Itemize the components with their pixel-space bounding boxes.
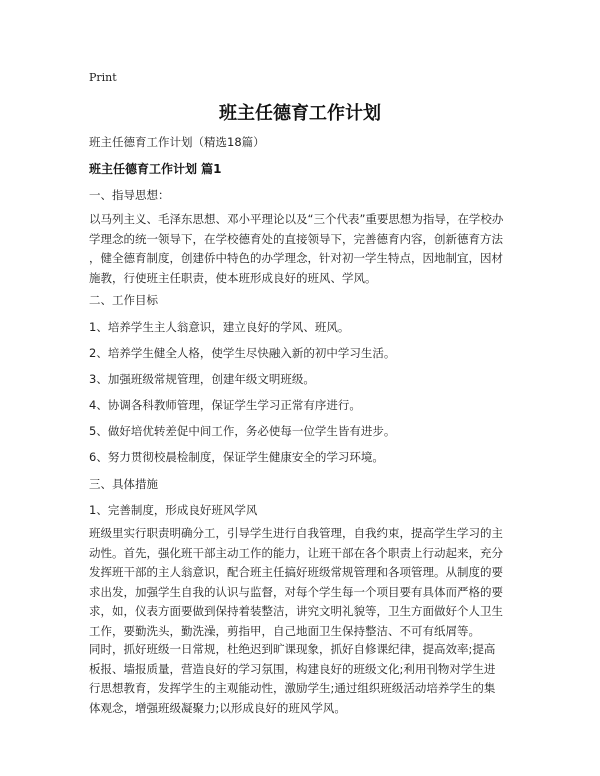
paragraph-line: ，健全德育制度，创建侨中特色的办学理念，针对初一学生特点，因地制宜，因材 (89, 251, 503, 265)
paragraph-line: 行思想教育，发挥学生的主观能动性，激励学生;通过组织班级活动培养学生的集 (89, 681, 496, 695)
paragraph-line: 班级里实行职责明确分工，引导学生进行自我管理，自我约束，提高学生学习的主 (89, 526, 503, 540)
measure-item: 1、完善制度，形成良好班风学风 (89, 503, 258, 517)
goal-item: 5、做好培优转差促中间工作，务必使每一位学生皆有进步。 (89, 424, 396, 438)
paragraph-line: 发挥班干部的主人翁意识，配合班主任搞好班级常规管理和各项管理。从制度的要 (89, 565, 503, 579)
paragraph-line: 同时，抓好班级一日常规，杜绝迟到旷课现象，抓好自修课纪律，提高效率;提高 (89, 642, 496, 656)
heading-specific-measures: 三、具体措施 (89, 477, 158, 491)
paragraph-guiding-ideology (89, 210, 521, 288)
paragraph-class-management (89, 524, 521, 641)
goal-item: 4、协调各科教师管理，保证学生学习正常有序进行。 (89, 398, 361, 412)
heading-guiding-ideology: 一、指导思想： (89, 188, 170, 202)
paragraph-line: 求出发，加强学生自我的认识与监督，对每个学生每一个项目要有具体而严格的要 (89, 584, 503, 599)
page-title: 班主任德育工作计划 (219, 103, 381, 124)
goal-item: 1、培养学生主人翁意识，建立良好的学风、班风。 (89, 320, 350, 334)
paragraph-line: 动性。首先，强化班干部主动工作的能力，让班干部在各个职责上行动起来，充分 (89, 545, 503, 560)
paragraph-line: 工作，要勤洗头，勤洗澡，剪指甲，自己地面卫生保持整洁、不可有纸屑等。 (89, 623, 480, 638)
print-link[interactable]: Print (89, 71, 117, 84)
goal-item: 3、加强班级常规管理，创建年级文明班级。 (89, 372, 315, 386)
paragraph-daily-routine (89, 640, 521, 718)
paragraph-line: 以马列主义、毛泽东思想、邓小平理论以及“三个代表”重要思想为指导，在学校办 (89, 212, 504, 226)
section-title: 班主任德育工作计划 篇1 (89, 162, 222, 176)
goal-item: 2、培养学生健全人格，使学生尽快融入新的初中学习生活。 (89, 346, 396, 360)
paragraph-line: 施教，行使班主任职责，使本班形成良好的班风、学风。 (89, 270, 377, 285)
heading-work-goals: 二、工作目标 (89, 293, 158, 307)
paragraph-line: 求，如，仪表方面要做到保持着装整洁，讲究文明礼貌等，卫生方面做好个人卫生 (89, 604, 503, 618)
goal-item: 6、努力贯彻校晨检制度，保证学生健康安全的学习环境。 (89, 450, 384, 464)
document-subtitle: 班主任德育工作计划（精选18篇） (89, 135, 265, 149)
paragraph-line: 学理念的统一领导下，在学校德育处的直接领导下，完善德育内容，创新德育方法 (89, 231, 503, 246)
paragraph-line: 体观念，增强班级凝聚力;以形成良好的班风学风。 (89, 700, 346, 715)
paragraph-line: 板报、墙报质量，营造良好的学习氛围，构建良好的班级文化;利用刊物对学生进 (89, 661, 496, 676)
